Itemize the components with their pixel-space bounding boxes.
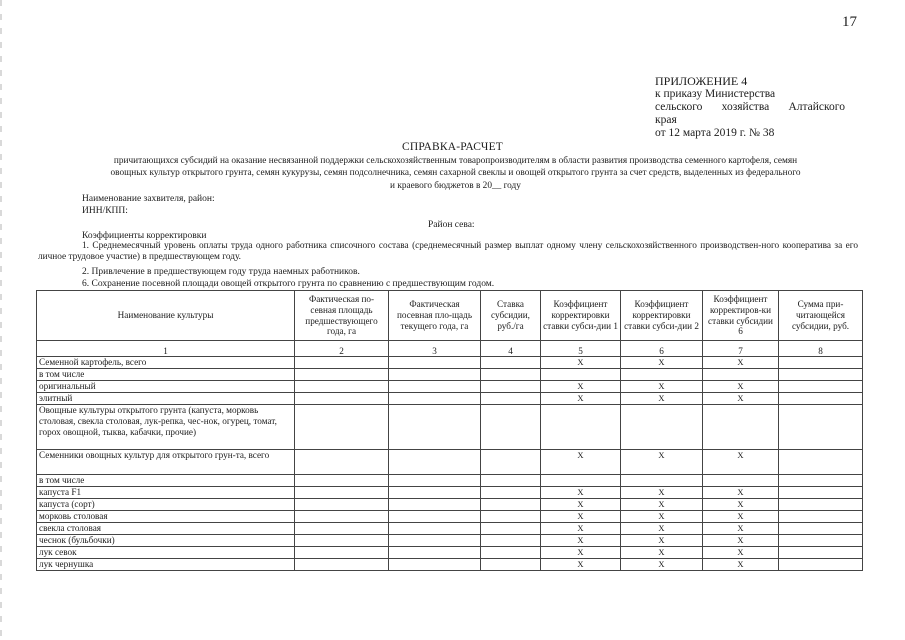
empty-cell: [779, 405, 863, 450]
appendix-word: Алтайского: [788, 101, 845, 113]
empty-cell: [295, 405, 389, 450]
x-mark-cell: X: [703, 487, 779, 499]
empty-cell: [481, 357, 541, 369]
x-mark-cell: X: [541, 535, 621, 547]
table-row: [37, 381, 863, 393]
x-mark-cell: X: [621, 499, 703, 511]
empty-cell: [481, 381, 541, 393]
crop-name-cell: лук чернушка: [37, 559, 295, 571]
empty-cell: [389, 499, 481, 511]
x-mark-cell: X: [541, 393, 621, 405]
page-number: 17: [842, 14, 857, 30]
x-mark-cell: X: [541, 357, 621, 369]
empty-cell: [295, 523, 389, 535]
x-mark-cell: X: [621, 393, 703, 405]
empty-cell: [621, 369, 703, 381]
empty-cell: [295, 499, 389, 511]
empty-cell: [541, 405, 621, 450]
column-header: Сумма при-читающейся субсидии, руб.: [779, 291, 863, 341]
x-mark-cell: X: [703, 393, 779, 405]
crop-name-cell: чеснок (бульбочки): [37, 535, 295, 547]
x-mark-cell: X: [621, 547, 703, 559]
empty-cell: [703, 405, 779, 450]
crop-name-cell: капуста F1: [37, 487, 295, 499]
x-mark-cell: X: [703, 547, 779, 559]
empty-cell: [779, 487, 863, 499]
x-mark-cell: X: [621, 487, 703, 499]
x-mark-cell: X: [621, 559, 703, 571]
x-mark-cell: X: [703, 381, 779, 393]
empty-cell: [295, 450, 389, 475]
coefficients-heading: Коэффициенты корректировки: [82, 231, 207, 241]
x-mark-cell: X: [703, 450, 779, 475]
subsidy-table: [36, 290, 863, 571]
empty-cell: [779, 381, 863, 393]
empty-cell: [481, 450, 541, 475]
empty-cell: [481, 487, 541, 499]
empty-cell: [779, 535, 863, 547]
x-mark-cell: X: [703, 535, 779, 547]
x-mark-cell: X: [541, 487, 621, 499]
empty-cell: [389, 475, 481, 487]
empty-cell: [779, 547, 863, 559]
x-mark-cell: X: [621, 511, 703, 523]
appendix-line-spread: [655, 101, 845, 114]
column-number: 7: [703, 341, 779, 357]
table-row: [37, 475, 863, 487]
scan-edge: [0, 0, 2, 640]
empty-cell: [779, 357, 863, 369]
empty-cell: [389, 523, 481, 535]
crop-name-cell: лук севок: [37, 547, 295, 559]
x-mark-cell: X: [541, 547, 621, 559]
empty-cell: [481, 523, 541, 535]
empty-cell: [621, 405, 703, 450]
sowing-district-label: Район сева:: [428, 220, 475, 230]
empty-cell: [779, 450, 863, 475]
empty-cell: [295, 535, 389, 547]
column-number: 4: [481, 341, 541, 357]
table-header-row: [37, 291, 863, 341]
empty-cell: [389, 547, 481, 559]
table-row: [37, 499, 863, 511]
crop-name-cell: Семенники овощных культур для открытого грун-та, всего: [37, 450, 295, 475]
crop-name-cell: в том числе: [37, 369, 295, 381]
table-row: [37, 535, 863, 547]
column-number: 8: [779, 341, 863, 357]
empty-cell: [389, 487, 481, 499]
empty-cell: [703, 475, 779, 487]
document-title: СПРАВКА-РАСЧЕТ: [401, 141, 504, 153]
column-header: Коэффициент корректировки ставки субси-дии 2: [621, 291, 703, 341]
empty-cell: [295, 357, 389, 369]
coefficient-item-2: 2. Привлечение в предшествующем году труда наемных работников.: [82, 267, 360, 277]
empty-cell: [295, 475, 389, 487]
subtitle-line: овощных культур открытого грунта, семян кукурузы, семян подсолнечника, семян сахарной свеклы и овощей открытого грунта за счет средств, выделенных из федерального: [110, 168, 801, 179]
empty-cell: [541, 369, 621, 381]
x-mark-cell: X: [621, 450, 703, 475]
x-mark-cell: X: [541, 450, 621, 475]
x-mark-cell: X: [541, 499, 621, 511]
table-row: [37, 357, 863, 369]
empty-cell: [295, 511, 389, 523]
empty-cell: [389, 369, 481, 381]
x-mark-cell: X: [703, 523, 779, 535]
table-row: [37, 547, 863, 559]
empty-cell: [295, 487, 389, 499]
empty-cell: [481, 499, 541, 511]
appendix-title: ПРИЛОЖЕНИЕ 4: [655, 74, 748, 88]
crop-name-cell: Семенной картофель, всего: [37, 357, 295, 369]
column-header: Коэффициент корректиров-ки ставки субсидии 6: [703, 291, 779, 341]
table-row: [37, 450, 863, 475]
table-row: [37, 523, 863, 535]
empty-cell: [779, 559, 863, 571]
column-number: 5: [541, 341, 621, 357]
table-row: [37, 511, 863, 523]
empty-cell: [389, 381, 481, 393]
x-mark-cell: X: [621, 535, 703, 547]
x-mark-cell: X: [541, 559, 621, 571]
appendix-block: [655, 75, 870, 140]
column-header: Наименование культуры: [37, 291, 295, 341]
inn-kpp-label: ИНН/КПП:: [82, 206, 128, 216]
column-header: Фактическая посевная пло-щадь текущего года, га: [389, 291, 481, 341]
empty-cell: [389, 357, 481, 369]
column-number: 1: [37, 341, 295, 357]
appendix-order-date: от 12 марта 2019 г. № 38: [655, 127, 775, 139]
crop-name-cell: морковь столовая: [37, 511, 295, 523]
empty-cell: [295, 381, 389, 393]
empty-cell: [779, 393, 863, 405]
appendix-word: хозяйства: [721, 101, 770, 113]
coefficient-item-6: 6. Сохранение посевной площади овощей открытого грунта по сравнению с предшествующим годом.: [82, 279, 495, 289]
table-row: [37, 393, 863, 405]
empty-cell: [621, 475, 703, 487]
x-mark-cell: X: [541, 511, 621, 523]
x-mark-cell: X: [703, 357, 779, 369]
appendix-word: сельского: [655, 101, 703, 113]
empty-cell: [703, 369, 779, 381]
empty-cell: [481, 511, 541, 523]
column-header: Фактическая по-севная площадь предшествующего года, га: [295, 291, 389, 341]
table-body: [37, 341, 863, 571]
x-mark-cell: X: [703, 511, 779, 523]
crop-name-cell: Овощные культуры открытого грунта (капуста, морковь столовая, свекла столовая, лук-репка, чес-нок, огурец, томат, горох овощной, тыква, кабачки, прочие): [37, 405, 295, 450]
empty-cell: [389, 450, 481, 475]
empty-cell: [481, 547, 541, 559]
crop-name-cell: капуста (сорт): [37, 499, 295, 511]
x-mark-cell: X: [541, 523, 621, 535]
empty-cell: [481, 369, 541, 381]
x-mark-cell: X: [541, 381, 621, 393]
appendix-line: к приказу Министерства: [655, 88, 776, 100]
empty-cell: [389, 393, 481, 405]
appendix-line: края: [655, 114, 677, 126]
column-number: 6: [621, 341, 703, 357]
empty-cell: [389, 559, 481, 571]
empty-cell: [295, 393, 389, 405]
crop-name-cell: оригинальный: [37, 381, 295, 393]
crop-name-cell: в том числе: [37, 475, 295, 487]
crop-name-cell: элитный: [37, 393, 295, 405]
x-mark-cell: X: [621, 381, 703, 393]
column-header: Коэффициент корректировки ставки субси-дии 1: [541, 291, 621, 341]
coefficient-item-1: 1. Среднемесячный уровень оплаты труда одного работника списочного состава (среднемесячный размер выплат одному члену сельскохозяйственного производствен-ного кооператива за его личное трудовое участие) в предшествующем году.: [38, 241, 858, 263]
empty-cell: [481, 405, 541, 450]
table-row: [37, 405, 863, 450]
document-subtitle: [48, 155, 863, 192]
x-mark-cell: X: [621, 523, 703, 535]
column-number: 3: [389, 341, 481, 357]
column-number-row: [37, 341, 863, 357]
empty-cell: [481, 535, 541, 547]
empty-cell: [779, 499, 863, 511]
table-row: [37, 487, 863, 499]
empty-cell: [389, 511, 481, 523]
table-row: [37, 369, 863, 381]
empty-cell: [779, 523, 863, 535]
empty-cell: [481, 559, 541, 571]
crop-name-cell: свекла столовая: [37, 523, 295, 535]
empty-cell: [779, 475, 863, 487]
empty-cell: [481, 475, 541, 487]
empty-cell: [541, 475, 621, 487]
empty-cell: [779, 511, 863, 523]
x-mark-cell: X: [621, 357, 703, 369]
empty-cell: [295, 369, 389, 381]
empty-cell: [779, 369, 863, 381]
empty-cell: [389, 535, 481, 547]
empty-cell: [481, 393, 541, 405]
applicant-name-label: Наименование захвителя, район:: [82, 194, 215, 204]
empty-cell: [389, 405, 481, 450]
table-row: [37, 559, 863, 571]
column-header: Ставка субсидии, руб./га: [481, 291, 541, 341]
subtitle-line: и краевого бюджетов в 20__ году: [390, 180, 521, 191]
x-mark-cell: X: [703, 559, 779, 571]
empty-cell: [295, 559, 389, 571]
subtitle-line: причитающихся субсидий на оказание несвязанной поддержки сельскохозяйственным товаропроизводителям в области развития производства семенного картофеля, семян: [113, 156, 798, 166]
x-mark-cell: X: [703, 499, 779, 511]
empty-cell: [295, 547, 389, 559]
column-number: 2: [295, 341, 389, 357]
